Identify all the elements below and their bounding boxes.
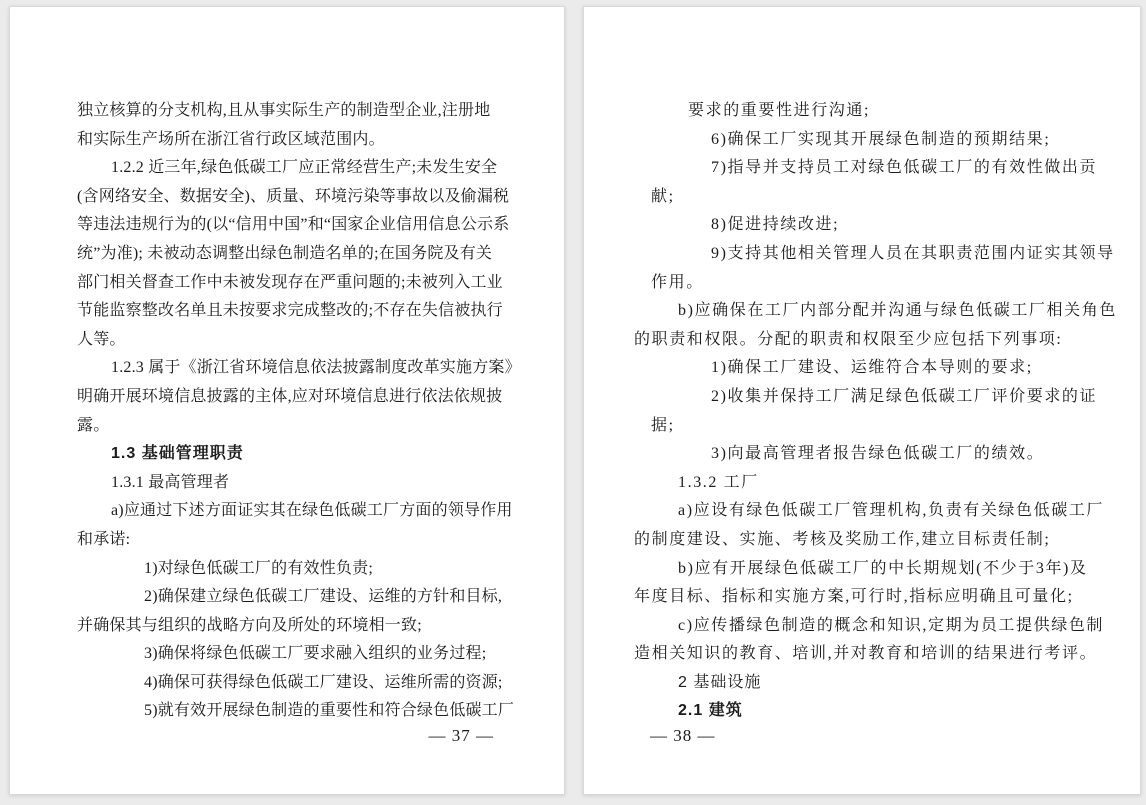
text-line: 的职责和权限。分配的职责和权限至少应包括下列事项: — [634, 330, 1063, 348]
text-line: 3)向最高管理者报告绿色低碳工厂的绩效。 — [711, 445, 1045, 463]
text-line: 造相关知识的教育、培训,并对教育和培训的结果进行考评。 — [634, 645, 1098, 663]
page-number: — 38 — — [650, 726, 716, 745]
text-line: 露。 — [77, 416, 110, 434]
text-line: 1)确保工厂建设、运维符合本导则的要求; — [711, 359, 1033, 377]
text-line: 2)确保建立绿色低碳工厂建设、运维的方针和目标, — [144, 588, 503, 606]
text-line: c)应传播绿色制造的概念和知识,定期为员工提供绿色制 — [678, 616, 1105, 634]
page-number: — 37 — — [428, 726, 494, 745]
text-line: 2)收集并保持工厂满足绿色低碳工厂评价要求的证 — [711, 387, 1098, 405]
text-line: 独立核算的分支机构,且从事实际生产的制造型企业,注册地 — [77, 102, 491, 119]
text-line: 年度目标、指标和实施方案,可行时,指标应明确且可量化; — [634, 588, 1074, 606]
text-line: a)应设有绿色低碳工厂管理机构,负责有关绿色低碳工厂 — [678, 502, 1105, 520]
text-line: 3)确保将绿色低碳工厂要求融入组织的业务过程; — [144, 645, 487, 663]
text-line: 并确保其与组织的战略方向及所处的环境相一致; — [77, 616, 422, 634]
text-line: 6)确保工厂实现其开展绿色制造的预期结果; — [711, 130, 1051, 148]
text-line: 2 基础设施 — [678, 673, 762, 691]
text-line: 5)就有效开展绿色制造的重要性和符合绿色低碳工厂 — [144, 702, 515, 720]
text-line: 节能监察整改名单且未按要求完成整改的;不存在失信被执行 — [77, 302, 503, 320]
text-line: 9)支持其他相关管理人员在其职责范围内证实其领导 — [711, 244, 1115, 262]
text-line: b)应确保在工厂内部分配并沟通与绿色低碳工厂相关角色 — [678, 302, 1117, 320]
text-line: 7)指导并支持员工对绿色低碳工厂的有效性做出贡 — [711, 159, 1098, 177]
text-line: 的制度建设、实施、考核及奖励工作,建立目标责任制; — [634, 530, 1051, 548]
text-line: 人等。 — [77, 330, 126, 348]
text-line: 据; — [651, 416, 675, 434]
page-38-text-column — [634, 97, 1126, 726]
text-line: (含网络安全、数据安全)、质量、环境污染等事故以及偷漏税 — [77, 187, 510, 205]
text-line: 1.2.3 属于《浙江省环境信息依法披露制度改革实施方案》 — [111, 359, 521, 377]
text-line: 1.2.2 近三年,绿色低碳工厂应正常经营生产;未发生安全 — [111, 159, 498, 177]
text-line: 和承诺: — [77, 530, 131, 548]
text-line: 1.3 基础管理职责 — [111, 445, 244, 463]
text-line: 4)确保可获得绿色低碳工厂建设、运维所需的资源; — [144, 673, 503, 691]
text-line: 和实际生产场所在浙江省行政区域范围内。 — [77, 130, 385, 148]
document-page-38 — [583, 6, 1141, 795]
text-line: 1.3.2 工厂 — [678, 473, 759, 491]
text-line: 1)对绿色低碳工厂的有效性负责; — [144, 559, 373, 577]
text-line: 2.1 建筑 — [678, 702, 743, 720]
text-line: 等违法违规行为的(以“信用中国”和“国家企业信用信息公示系 — [77, 216, 510, 234]
text-line: 8)促进持续改进; — [711, 216, 840, 234]
text-line: 统”为准); 未被动态调整出绿色制造名单的;在国务院及有关 — [77, 244, 493, 262]
text-line: a)应通过下述方面证实其在绿色低碳工厂方面的领导作用 — [111, 502, 513, 520]
text-line: b)应有开展绿色低碳工厂的中长期规划(不少于3年)及 — [678, 559, 1088, 577]
text-line: 作用。 — [651, 273, 704, 291]
text-line: 明确开展环境信息披露的主体,应对环境信息进行依法依规披 — [77, 387, 503, 405]
page-37-text-column — [77, 97, 537, 726]
text-line: 要求的重要性进行沟通; — [688, 102, 871, 119]
document-page-37 — [9, 6, 565, 795]
text-line: 部门相关督查工作中未被发现存在严重问题的;未被列入工业 — [77, 273, 503, 291]
text-line: 1.3.1 最高管理者 — [111, 473, 230, 491]
text-line: 献; — [651, 187, 675, 205]
